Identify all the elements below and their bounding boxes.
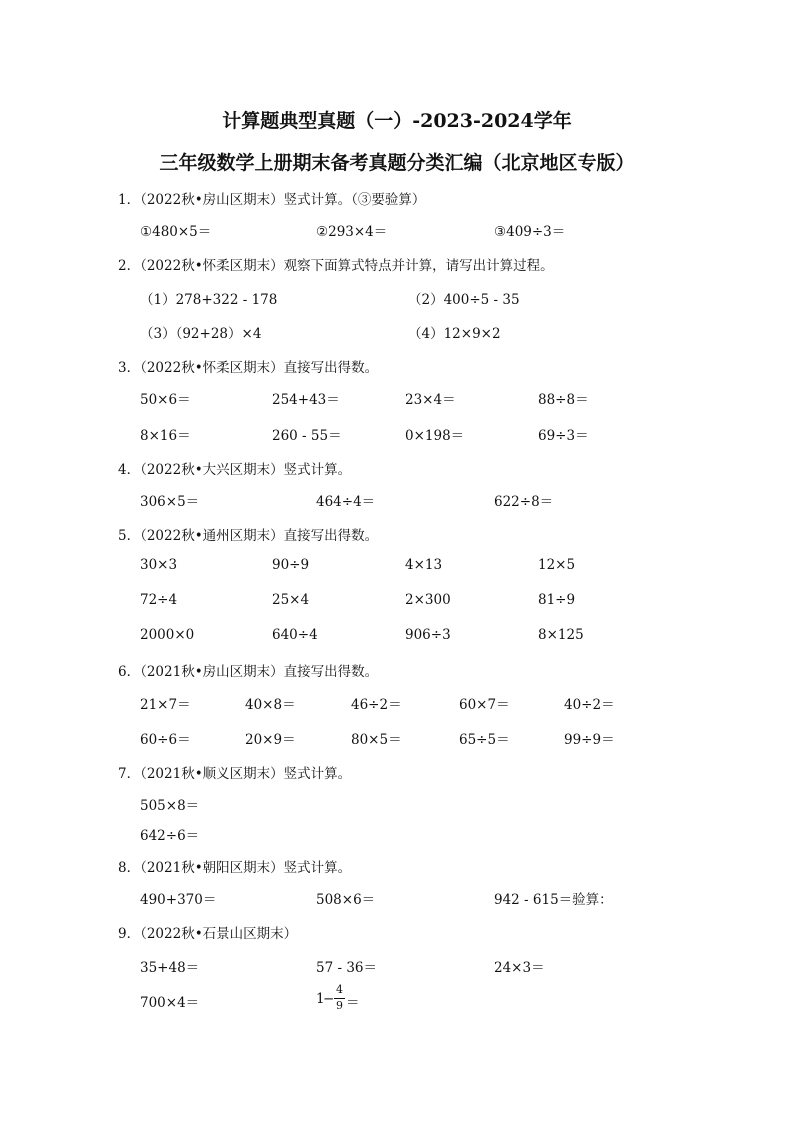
q7-item-1: 505×8＝ [140,798,200,814]
q6-item-4: 60×7＝ [459,697,510,713]
q2-item-3: （3）（92+28）×4 [140,326,262,342]
question-5-header: 5．（2022秋•通州区期末）直接写出得数。 [118,528,379,544]
q5-item-8: 81÷9 [538,592,576,608]
q2-item-2: （2）400÷5 - 35 [408,292,520,308]
q1-item-2: ②293×4＝ [316,224,388,240]
q4-item-1: 306×5＝ [140,494,200,510]
q6-item-10: 99÷9＝ [564,732,615,748]
q6-item-1: 21×7＝ [140,697,191,713]
fraction-minus: − [323,991,335,1007]
q3-item-8: 69÷3＝ [538,428,589,444]
q4-item-3: 622÷8＝ [494,494,554,510]
q5-item-1: 30×3 [140,557,178,573]
q5-item-2: 90÷9 [272,557,310,573]
fraction-equals: ＝ [346,995,360,1011]
question-1-header: 1．（2022秋•房山区期末）竖式计算。（③要验算） [118,192,426,208]
q9-fraction-expression [316,983,366,1017]
q5-item-9: 2000×0 [140,627,195,643]
q3-item-4: 88÷8＝ [538,392,589,408]
question-8-header: 8．（2021秋•朝阳区期末）竖式计算。 [118,860,352,876]
q3-item-3: 23×4＝ [405,392,456,408]
question-6-header: 6．（2021秋•房山区期末）直接写出得数。 [118,664,379,680]
q3-item-5: 8×16＝ [140,428,191,444]
q7-item-2: 642÷6＝ [140,828,200,844]
q6-item-5: 40÷2＝ [564,697,615,713]
fraction-denominator: 9 [336,999,343,1012]
question-7-header: 7．（2021秋•顺义区期末）竖式计算。 [118,766,352,782]
q5-item-6: 25×4 [272,592,310,608]
q8-item-3: 942 - 615＝验算： [494,892,613,908]
q8-item-2: 508×6＝ [316,892,376,908]
q5-item-4: 12×5 [538,557,576,573]
question-2-header: 2．（2022秋•怀柔区期末）观察下面算式特点并计算，请写出计算过程。 [118,258,554,274]
q9-item-2: 57 - 36＝ [316,960,378,976]
q9-item-4: 700×4＝ [140,995,200,1011]
q6-item-7: 20×9＝ [245,732,296,748]
q2-item-4: （4）12×9×2 [408,326,501,342]
q5-item-3: 4×13 [405,557,443,573]
q6-item-8: 80×5＝ [351,732,402,748]
question-3-header: 3．（2022秋•怀柔区期末）直接写出得数。 [118,360,379,376]
q1-item-1: ①480×5＝ [140,224,212,240]
q5-item-5: 72÷4 [140,592,178,608]
q3-item-1: 50×6＝ [140,392,191,408]
q5-item-11: 906÷3 [405,627,451,643]
fraction-numerator: 4 [336,983,343,996]
q5-item-12: 8×125 [538,627,584,643]
q6-item-9: 65÷5＝ [459,732,510,748]
q5-item-10: 640÷4 [272,627,318,643]
q6-item-6: 60÷6＝ [140,732,191,748]
q6-item-3: 46÷2＝ [351,697,402,713]
page-title: 计算题典型真题（一）-2023-2024学年 [222,110,572,132]
question-4-header: 4．（2022秋•大兴区期末）竖式计算。 [118,462,352,478]
q2-item-1: （1）278+322 - 178 [140,292,278,308]
fraction-whole: 1 [316,991,325,1007]
q5-item-7: 2×300 [405,592,451,608]
page-subtitle: 三年级数学上册期末备考真题分类汇编（北京地区专版） [159,152,635,174]
q1-item-3: ③409÷3＝ [494,224,566,240]
q9-item-3: 24×3＝ [494,960,545,976]
q6-item-2: 40×8＝ [245,697,296,713]
q8-item-1: 490+370＝ [140,892,217,908]
q3-item-6: 260 - 55＝ [272,428,342,444]
q3-item-2: 254+43＝ [272,392,340,408]
q3-item-7: 0×198＝ [405,428,465,444]
question-9-header: 9．（2022秋•石景山区期末） [118,926,298,942]
q4-item-2: 464÷4＝ [316,494,376,510]
q9-item-1: 35+48＝ [140,960,200,976]
